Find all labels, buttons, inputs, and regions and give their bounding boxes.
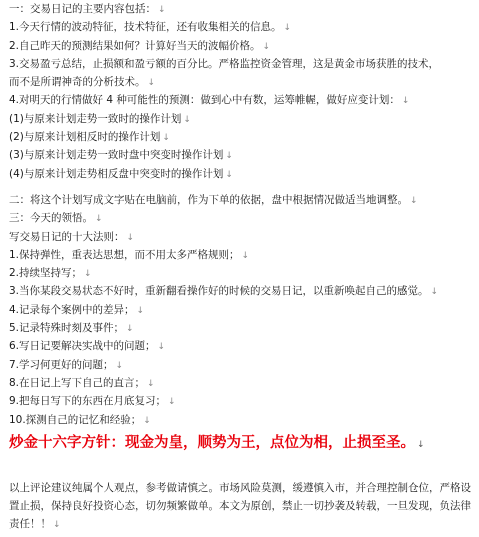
paragraph-mark-icon: ↓ (225, 169, 233, 180)
paragraph-mark-icon: ↓ (168, 397, 176, 408)
paragraph-mark-icon: ↓ (126, 232, 135, 243)
paragraph-mark-icon: ↓ (401, 96, 410, 107)
paragraph-mark-icon: ↓ (410, 195, 418, 206)
list-item: 2.自己昨天的预测结果如何？计算好当天的波幅价格。 ↓ (9, 39, 271, 52)
rule-item: 10.探测自己的记忆和经验； ↓ (9, 413, 151, 426)
section2-heading: 二：将这个计划写成文字贴在电脑前，作为下单的依据，盘中根据情况做适当地调整。 ↓ (9, 193, 418, 206)
list-item: 3.交易盈亏总结，止损额和盈亏额的百分比。严格监控资金管理，这是黄金市场获胜的技术， (9, 57, 440, 70)
slogan-heading: 炒金十六字方针：现金为皇，顺势为王，点位为相，止损至圣。 ↓ (9, 434, 425, 451)
paragraph-mark-icon: ↓ (241, 250, 250, 261)
section1-heading: 一：交易日记的主要内容包括： ↓ (9, 3, 166, 15)
section3-subheading: 写交易日记的十大法则： ↓ (9, 230, 135, 243)
list-item: 而不是所谓神奇的分析技术。 ↓ (9, 76, 156, 89)
paragraph-mark-icon: ↓ (84, 269, 92, 280)
paragraph-mark-icon: ↓ (430, 287, 439, 298)
rule-item: 1.保持弹性，重表达思想，而不用太多严格规则； ↓ (9, 248, 250, 261)
paragraph-mark-icon: ↓ (183, 114, 191, 125)
paragraph-mark-icon: ↓ (126, 324, 134, 335)
rule-item: 5.记录特殊时刻及事件； ↓ (9, 322, 134, 335)
rule-item: 3.当你某段交易状态不好时，重新翻看操作好的时候的交易日记，以重新唤起自己的感觉。 ↓ (9, 285, 439, 298)
sub-list-item: (1)与原来计划走势一致时的操作计划 ↓ (9, 112, 191, 125)
paragraph-mark-icon: ↓ (147, 78, 156, 89)
paragraph-mark-icon: ↓ (157, 342, 166, 353)
disclaimer-footer: 以上评论建议纯属个人观点，参考做请慎之。市场风险莫测，缓遵慎入市，并合理控制仓位，严格设置止损，保持良好投资心态，切勿频繁做单。本文为原创，禁止一切抄袭及转载，一旦发现，负法律责任！！ ↓ (9, 481, 471, 531)
paragraph-mark-icon: ↓ (283, 23, 292, 34)
rule-item: 2.持续坚持写； ↓ (9, 267, 92, 280)
list-item: 4.对明天的行情做好 4 种可能性的预测：做到心中有数，运筹帷幄，做好应变计划： ↓ (9, 94, 410, 107)
rule-item: 4.记录每个案例中的差异； ↓ (9, 303, 145, 316)
rule-item: 7.学习何更好的问题； ↓ (9, 358, 124, 371)
paragraph-mark-icon: ↓ (143, 415, 151, 426)
paragraph-mark-icon: ↓ (147, 378, 155, 389)
rule-item: 8.在日记上写下自己的直言； ↓ (9, 376, 155, 389)
paragraph-mark-icon: ↓ (417, 439, 425, 450)
sub-list-item: (3)与原来计划走势一致时盘中突变时操作计划 ↓ (9, 149, 233, 162)
sub-list-item: (4)与原来计划走势相反盘中突变时的操作计划 ↓ (9, 167, 233, 180)
paragraph-mark-icon: ↓ (136, 305, 145, 316)
paragraph-mark-icon: ↓ (225, 151, 233, 162)
section3-heading: 三：今天的领悟。 ↓ (9, 212, 103, 225)
paragraph-mark-icon: ↓ (158, 5, 166, 15)
paragraph-mark-icon: ↓ (95, 214, 103, 225)
rule-item: 6.写日记要解决实战中的问题； ↓ (9, 340, 166, 353)
paragraph-mark-icon: ↓ (115, 360, 124, 371)
paragraph-mark-icon: ↓ (162, 133, 170, 144)
paragraph-mark-icon: ↓ (262, 41, 271, 52)
list-item: 1.今天行情的波动特征，技术特征，还有收集相关的信息。 ↓ (9, 21, 292, 34)
sub-list-item: (2)与原来计划相反时的操作计划 ↓ (9, 131, 170, 144)
paragraph-mark-icon: ↓ (53, 520, 61, 531)
rule-item: 9.把每日写下的东西在月底复习； ↓ (9, 395, 176, 408)
